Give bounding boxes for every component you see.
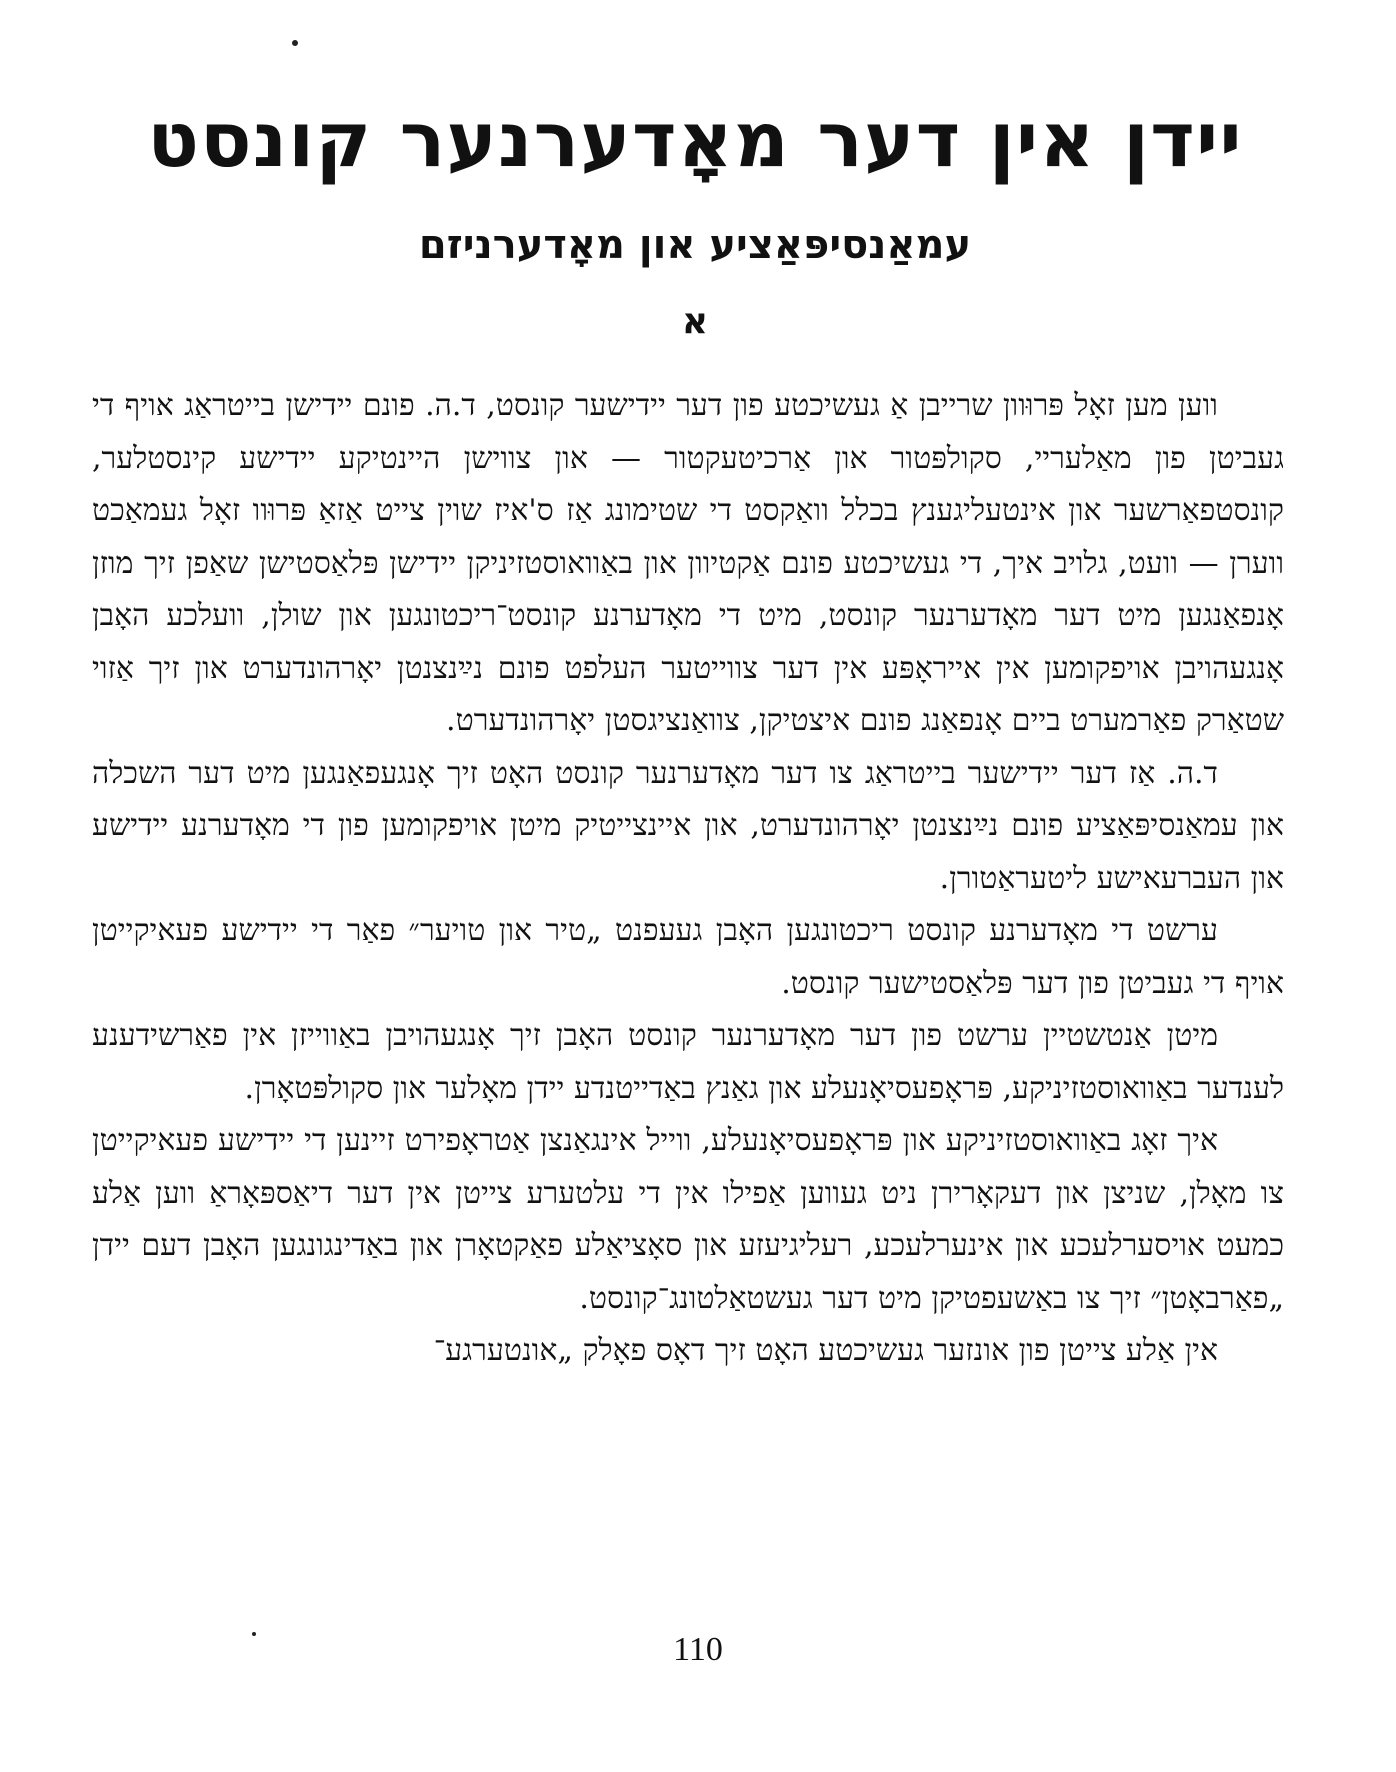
paragraph: אין אַלע צייטן פון אונזער געשיכטע האָט זיך דאָס פאָלק „אונטערגע־ [433, 1333, 1218, 1368]
page-number: 110 [673, 1631, 723, 1668]
paragraph: איך זאָג באַוואוסטזיניקע און פּראָפעסיאָנעלע, ווייל אינגאַנצן אַטראָפירט זיינען די יידישע פעאיקייטן צו מאָלן, שניצן און דעקאָרירן ניט געווען אַפילו אין די עלטערע צייטן אין דער דיאַספּאָראַ ווען אַלע כמעט אויסערלעכע און אינערלעכע, רעליגיעזע און סאָציאַלע פאַקטאָרן און באַדינגונגען האָבן דעם יידן „פאַרבאָטן״ זיך צו באַשעפטיקן מיט דער געשטאַלטונג־קונסט. [92, 1123, 1284, 1316]
paragraph: ווען מען זאָל פּרוּוון שרייבן אַ געשיכטע פון דער יידישער קונסט, ד.ה. פונם יידישן בייטראַג אויף די געביטן פון מאַלעריי, סקולפּטור און אַרכיטעקטור — און צווישן היינטיקע יידישע קינסטלער, קונסטפאַרשער און אינטעליגענץ בכלל וואַקסט די שטימונג אַז ס'איז שוין צייט אַזאַ פּרוּוו זאָל געמאַכט ווערן — וועט, גלויב איך, די געשיכטע פונם אַקטיוון און באַוואוסטזיניקן יידישן פּלאַסטישן שאַפן זיך מוזן אָנפאַנגען מיט דער מאָדערנער קונסט, מיט די מאָדערנע קונסט־ריכטונגען און שולן, וועלכע האָבן אָנגעהויבן אויפקומען אין אייראָפּע אין דער צווייטער העלפט פונם נײַנצנטן יאָרהונדערט און זיך אַזוי שטאַרק פאַרמערט ביים אָנפאַנג פונם איצטיקן, צוואַנציגסטן יאָרהונדערט. [92, 388, 1284, 738]
section-number: א [681, 301, 709, 342]
paragraph: ערשט די מאָדערנע קונסט ריכטונגען האָבן געעפנט „טיר און טויער״ פאַר די יידישע פעאיקייטן אויף די געביטן פון דער פּלאַסטישער קונסט. [92, 913, 1284, 1001]
paragraph: מיטן אַנטשטיין ערשט פון דער מאָדערנער קונסט האָבן זיך אָנגעהויבן באַווייזן אין פאַרשידענע לענדער באַוואוסטזיניקע, פּראָפעסיאָנעלע און גאַנץ באַדייטנדע יידן מאָלער און סקולפּטאָרן. [92, 1018, 1284, 1106]
paragraph: ד.ה. אַז דער יידישער בייטראַג צו דער מאָדערנער קונסט האָט זיך אָנגעפאַנגען מיט דער השכלה און עמאַנסיפּאַציע פונם נײַנצנטן יאָרהונדערט, און איינצייטיק מיטן אויפקומען פון די מאָדערנע יידישע און העברעאישע ליטעראַטורן. [92, 755, 1284, 896]
print-speck [292, 40, 298, 46]
body-text [92, 380, 1284, 1378]
chapter-subtitle: עמאַנסיפּאַציע און מאָדערניזם [418, 222, 972, 268]
page-title: יידן אין דער מאָדערנער קונסט [147, 95, 1243, 184]
